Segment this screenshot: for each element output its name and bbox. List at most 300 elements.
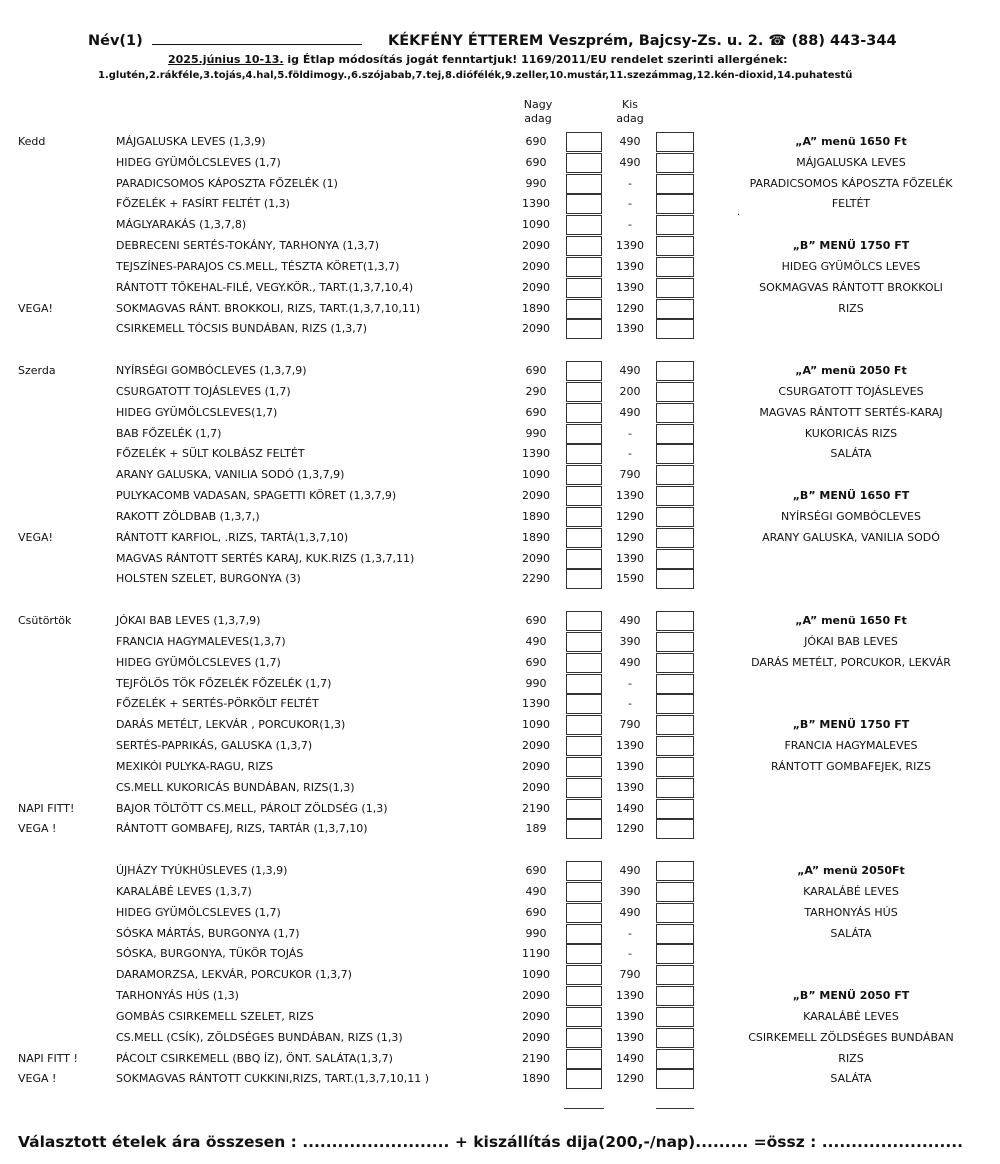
menu-offer: MÁJGALUSKA LEVES [796, 156, 906, 169]
price-large: 2090 [522, 1031, 550, 1044]
menu-offer: „B” MENÜ 1750 FT [792, 239, 910, 252]
qty-box-large[interactable] [566, 965, 602, 985]
qty-box-small[interactable] [656, 632, 694, 652]
dish-name: SOKMAGVAS RÁNT. BROKKOLI, RIZS, TART.(1,3,7,10,11) [116, 302, 421, 315]
menu-row [0, 903, 1000, 923]
qty-box-large[interactable] [566, 882, 602, 902]
qty-box-large[interactable] [566, 278, 602, 298]
menu-offer: RIZS [838, 1052, 864, 1065]
price-small: 1290 [616, 822, 644, 835]
dish-name: PÁCOLT CSIRKEMELL (BBQ ÍZ), ÖNT. SALÁTA(1,3,7) [116, 1052, 393, 1065]
qty-box-large[interactable] [566, 569, 602, 589]
stray-dot: . [737, 207, 741, 218]
price-small: 200 [619, 385, 641, 398]
price-small: - [628, 177, 632, 190]
qty-box-small[interactable] [656, 486, 694, 506]
price-large: 2190 [522, 802, 550, 815]
menu-offer: FELTÉT [831, 197, 871, 210]
price-small: 1390 [616, 552, 644, 565]
qty-box-large[interactable] [566, 757, 602, 777]
dish-name: TARHONYÁS HÚS (1,3) [116, 989, 239, 1002]
menu-row [0, 924, 1000, 944]
price-small: 1290 [616, 531, 644, 544]
menu-offer: FRANCIA HAGYMALEVES [784, 739, 918, 752]
qty-box-large[interactable] [566, 653, 602, 673]
menu-offer: MAGVAS RÁNTOTT SERTÉS-KARAJ [759, 406, 943, 419]
qty-box-small[interactable] [656, 757, 694, 777]
qty-box-large[interactable] [566, 424, 602, 444]
qty-box-large[interactable] [566, 861, 602, 881]
price-large: 1090 [522, 218, 550, 231]
day-label: VEGA ! [18, 1072, 57, 1085]
sum-line-large [564, 1108, 604, 1109]
price-large: 2090 [522, 489, 550, 502]
price-small: 1390 [616, 739, 644, 752]
menu-row [0, 403, 1000, 423]
qty-box-large[interactable] [566, 132, 602, 152]
qty-box-small[interactable] [656, 319, 694, 339]
menu-row [0, 174, 1000, 194]
price-small: 490 [619, 156, 641, 169]
price-small: 490 [619, 135, 641, 148]
menu-offer: PARADICSOMOS KÁPOSZTA FŐZELÉK [749, 177, 953, 190]
menu-row [0, 278, 1000, 298]
qty-box-large[interactable] [566, 403, 602, 423]
qty-box-small[interactable] [656, 1049, 694, 1069]
menu-row [0, 549, 1000, 569]
menu-row [0, 486, 1000, 506]
price-large: 2090 [522, 989, 550, 1002]
dish-name: SOKMAGVAS RÁNTOTT CUKKINI,RIZS, TART.(1,3,7,10,11 ) [116, 1072, 430, 1085]
menu-row [0, 424, 1000, 444]
qty-box-small[interactable] [656, 278, 694, 298]
qty-box-large[interactable] [566, 444, 602, 464]
qty-box-large[interactable] [566, 1049, 602, 1069]
dish-name: KARALÁBÉ LEVES (1,3,7) [116, 885, 252, 898]
qty-box-large[interactable] [566, 715, 602, 735]
dish-name: HOLSTEN SZELET, BURGONYA (3) [116, 572, 301, 585]
price-small: - [628, 197, 632, 210]
price-large: 990 [525, 177, 547, 190]
menu-offer: „A” menü 2050 Ft [795, 364, 907, 377]
price-small: 1390 [616, 1031, 644, 1044]
dish-name: CS.MELL (CSÍK), ZÖLDSÉGES BUNDÁBAN, RIZS (1,3) [116, 1031, 403, 1044]
qty-box-small[interactable] [656, 819, 694, 839]
qty-box-large[interactable] [566, 465, 602, 485]
qty-box-small[interactable] [656, 882, 694, 902]
col-small-line2: adag [616, 112, 644, 125]
menu-offer: „B” MENÜ 1650 FT [792, 489, 910, 502]
menu-row [0, 299, 1000, 319]
qty-box-large[interactable] [566, 736, 602, 756]
col-small-portion [605, 98, 655, 126]
price-small: - [628, 677, 632, 690]
price-large: 690 [525, 135, 547, 148]
qty-box-small[interactable] [656, 1069, 694, 1089]
order-total-line: Választott ételek ára összesen : ......................... + kiszállítás dija(200,-/nap)......... =össz : ........................ [18, 1133, 964, 1151]
price-large: 2090 [522, 260, 550, 273]
qty-box-large[interactable] [566, 194, 602, 214]
qty-box-large[interactable] [566, 257, 602, 277]
qty-box-large[interactable] [566, 528, 602, 548]
dish-name: TEJSZÍNES-PARAJOS CS.MELL, TÉSZTA KÖRET(1,3,7) [116, 260, 400, 273]
price-small: 790 [619, 968, 641, 981]
dish-name: ARANY GALUSKA, VANILIA SODÓ (1,3,7,9) [116, 468, 345, 481]
menu-row [0, 611, 1000, 631]
price-large: 2090 [522, 739, 550, 752]
qty-box-small[interactable] [656, 257, 694, 277]
price-large: 189 [525, 822, 547, 835]
qty-box-small[interactable] [656, 549, 694, 569]
price-small: - [628, 927, 632, 940]
menu-offer: „B” MENÜ 1750 FT [792, 718, 910, 731]
price-small: 490 [619, 406, 641, 419]
qty-box-large[interactable] [566, 1028, 602, 1048]
qty-box-small[interactable] [656, 236, 694, 256]
price-large: 2090 [522, 1010, 550, 1023]
qty-box-small[interactable] [656, 194, 694, 214]
menu-row [0, 986, 1000, 1006]
price-large: 690 [525, 364, 547, 377]
name-field[interactable] [152, 44, 362, 45]
menu-row [0, 215, 1000, 235]
price-small: 1590 [616, 572, 644, 585]
price-large: 1090 [522, 468, 550, 481]
price-large: 690 [525, 614, 547, 627]
price-large: 2290 [522, 572, 550, 585]
dish-name: ÚJHÁZY TYÚKHÚSLEVES (1,3,9) [116, 864, 288, 877]
menu-row [0, 361, 1000, 381]
menu-offer: KARALÁBÉ LEVES [803, 1010, 899, 1023]
qty-box-large[interactable] [566, 319, 602, 339]
qty-box-small[interactable] [656, 215, 694, 235]
qty-box-small[interactable] [656, 299, 694, 319]
qty-box-large[interactable] [566, 674, 602, 694]
menu-row [0, 653, 1000, 673]
price-large: 690 [525, 864, 547, 877]
qty-box-large[interactable] [566, 236, 602, 256]
menu-offer: RIZS [838, 302, 864, 315]
price-small: 1390 [616, 781, 644, 794]
qty-box-small[interactable] [656, 965, 694, 985]
menu-offer: ARANY GALUSKA, VANILIA SODÓ [762, 531, 940, 544]
dish-name: FRANCIA HAGYMALEVES(1,3,7) [116, 635, 286, 648]
qty-box-small[interactable] [656, 694, 694, 714]
menu-row [0, 319, 1000, 339]
qty-box-large[interactable] [566, 215, 602, 235]
menu-offer: CSURGATOTT TOJÁSLEVES [778, 385, 924, 398]
qty-box-small[interactable] [656, 944, 694, 964]
qty-box-large[interactable] [566, 174, 602, 194]
price-large: 2090 [522, 281, 550, 294]
qty-box-small[interactable] [656, 674, 694, 694]
date-range: 2025.június 10-13. [168, 53, 284, 66]
notice-text: ig Étlap módosítás jogát fenntartjuk! 1169/2011/EU rendelet szerinti allergének: [283, 53, 788, 66]
price-small: 1490 [616, 1052, 644, 1065]
menu-offer: JÓKAI BAB LEVES [804, 635, 898, 648]
price-large: 690 [525, 906, 547, 919]
qty-box-small[interactable] [656, 361, 694, 381]
qty-box-small[interactable] [656, 861, 694, 881]
price-large: 2090 [522, 781, 550, 794]
price-small: 790 [619, 468, 641, 481]
menu-row [0, 778, 1000, 798]
qty-box-large[interactable] [566, 549, 602, 569]
sum-line-small [656, 1108, 694, 1109]
price-large: 990 [525, 927, 547, 940]
qty-box-small[interactable] [656, 174, 694, 194]
dish-name: FŐZELÉK + SERTÉS-PÖRKÖLT FELTÉT [116, 697, 319, 710]
menu-row [0, 382, 1000, 402]
qty-box-small[interactable] [656, 569, 694, 589]
qty-box-large[interactable] [566, 486, 602, 506]
qty-box-large[interactable] [566, 903, 602, 923]
dish-name: SERTÉS-PAPRIKÁS, GALUSKA (1,3,7) [116, 739, 313, 752]
qty-box-small[interactable] [656, 424, 694, 444]
price-large: 1390 [522, 697, 550, 710]
qty-box-small[interactable] [656, 611, 694, 631]
menu-offer: KARALÁBÉ LEVES [803, 885, 899, 898]
price-large: 2090 [522, 322, 550, 335]
dish-name: RAKOTT ZÖLDBAB (1,3,7,) [116, 510, 260, 523]
dish-name: BAB FŐZELÉK (1,7) [116, 427, 222, 440]
menu-row [0, 444, 1000, 464]
menu-row [0, 674, 1000, 694]
qty-box-small[interactable] [656, 403, 694, 423]
day-label: NAPI FITT ! [18, 1052, 78, 1065]
menu-row [0, 694, 1000, 714]
price-large: 1190 [522, 947, 550, 960]
price-small: 1390 [616, 322, 644, 335]
menu-offer: „A” menü 2050Ft [797, 864, 905, 877]
dish-name: GOMBÁS CSIRKEMELL SZELET, RIZS [116, 1010, 314, 1023]
menu-row [0, 153, 1000, 173]
day-label: Kedd [18, 135, 46, 148]
menu-row [0, 799, 1000, 819]
qty-box-large[interactable] [566, 944, 602, 964]
price-large: 990 [525, 427, 547, 440]
dish-name: FŐZELÉK + SÜLT KOLBÁSZ FELTÉT [116, 447, 305, 460]
qty-box-small[interactable] [656, 736, 694, 756]
qty-box-small[interactable] [656, 799, 694, 819]
menu-row [0, 944, 1000, 964]
price-large: 1890 [522, 1072, 550, 1085]
qty-box-small[interactable] [656, 653, 694, 673]
qty-box-large[interactable] [566, 924, 602, 944]
qty-box-large[interactable] [566, 382, 602, 402]
price-large: 990 [525, 677, 547, 690]
price-small: - [628, 447, 632, 460]
menu-offer: „A” menü 1650 Ft [795, 614, 907, 627]
day-label: VEGA! [18, 531, 53, 544]
dish-name: HIDEG GYÜMÖLCSLEVES (1,7) [116, 156, 281, 169]
menu-row [0, 465, 1000, 485]
dish-name: NYÍRSÉGI GOMBÓCLEVES (1,3,7,9) [116, 364, 307, 377]
qty-box-small[interactable] [656, 1007, 694, 1027]
qty-box-small[interactable] [656, 132, 694, 152]
restaurant-title: KÉKFÉNY ÉTTEREM Veszprém, Bajcsy-Zs. u. 2. ☎ (88) 443-344 [388, 33, 897, 49]
day-label: Szerda [18, 364, 56, 377]
menu-offer: SALÁTA [830, 447, 872, 460]
price-large: 690 [525, 656, 547, 669]
price-large: 1890 [522, 510, 550, 523]
dish-name: CSURGATOTT TOJÁSLEVES (1,7) [116, 385, 291, 398]
menu-offer: „A” menü 1650 Ft [795, 135, 907, 148]
date-notice [168, 53, 788, 66]
qty-box-large[interactable] [566, 986, 602, 1006]
price-large: 1090 [522, 718, 550, 731]
qty-box-small[interactable] [656, 528, 694, 548]
menu-offer: SALÁTA [830, 927, 872, 940]
dish-name: MÁGLYARAKÁS (1,3,7,8) [116, 218, 247, 231]
menu-row [0, 882, 1000, 902]
dish-name: DEBRECENI SERTÉS-TOKÁNY, TARHONYA (1,3,7) [116, 239, 380, 252]
price-small: 490 [619, 906, 641, 919]
dish-name: PULYKACOMB VADASAN, SPAGETTI KÖRET (1,3,7,9) [116, 489, 397, 502]
price-small: 1390 [616, 989, 644, 1002]
price-large: 1090 [522, 968, 550, 981]
price-small: 1390 [616, 1010, 644, 1023]
dish-name: SÓSKA MÁRTÁS, BURGONYA (1,7) [116, 927, 300, 940]
day-label: VEGA ! [18, 822, 57, 835]
menu-row [0, 736, 1000, 756]
price-small: 1290 [616, 1072, 644, 1085]
col-large-line1: Nagy [523, 98, 553, 111]
menu-row [0, 965, 1000, 985]
menu-row [0, 819, 1000, 839]
qty-box-large[interactable] [566, 694, 602, 714]
qty-box-large[interactable] [566, 153, 602, 173]
qty-box-small[interactable] [656, 778, 694, 798]
qty-box-small[interactable] [656, 153, 694, 173]
dish-name: CSIRKEMELL TÓCSIS BUNDÁBAN, RIZS (1,3,7) [116, 322, 368, 335]
price-large: 290 [525, 385, 547, 398]
price-small: 390 [619, 635, 641, 648]
dish-name: PARADICSOMOS KÁPOSZTA FŐZELÉK (1) [116, 177, 338, 190]
price-small: 1390 [616, 281, 644, 294]
qty-box-large[interactable] [566, 299, 602, 319]
menu-row [0, 528, 1000, 548]
qty-box-small[interactable] [656, 1028, 694, 1048]
price-small: - [628, 697, 632, 710]
day-label: Csütörtök [18, 614, 72, 627]
day-label: NAPI FITT! [18, 802, 75, 815]
price-large: 1890 [522, 302, 550, 315]
dish-name: RÁNTOTT TŐKEHAL-FILÉ, VEGY.KÖR., TART.(1,3,7,10,4) [116, 281, 414, 294]
price-large: 690 [525, 406, 547, 419]
menu-offer: DARÁS METÉLT, PORCUKOR, LEKVÁR [751, 656, 951, 669]
qty-box-small[interactable] [656, 444, 694, 464]
price-small: 490 [619, 364, 641, 377]
menu-row [0, 569, 1000, 589]
qty-box-large[interactable] [566, 1007, 602, 1027]
menu-offer: TARHONYÁS HÚS [804, 906, 898, 919]
dish-name: MEXIKÓI PULYKA-RAGU, RIZS [116, 760, 274, 773]
qty-box-large[interactable] [566, 611, 602, 631]
qty-box-small[interactable] [656, 465, 694, 485]
price-large: 1390 [522, 447, 550, 460]
dish-name: RÁNTOTT GOMBAFEJ, RIZS, TARTÁR (1,3,7,10) [116, 822, 368, 835]
qty-box-small[interactable] [656, 986, 694, 1006]
menu-row [0, 632, 1000, 652]
menu-row [0, 1028, 1000, 1048]
menu-row [0, 194, 1000, 214]
price-small: 1390 [616, 239, 644, 252]
menu-row [0, 132, 1000, 152]
price-small: 1390 [616, 760, 644, 773]
price-small: 1290 [616, 302, 644, 315]
qty-box-small[interactable] [656, 903, 694, 923]
qty-box-small[interactable] [656, 382, 694, 402]
menu-offer: „B” MENÜ 2050 FT [792, 989, 910, 1002]
qty-box-large[interactable] [566, 632, 602, 652]
price-large: 2090 [522, 552, 550, 565]
menu-row [0, 507, 1000, 527]
menu-row [0, 1069, 1000, 1089]
menu-offer: HIDEG GYÜMÖLCS LEVES [781, 260, 921, 273]
menu-row [0, 1007, 1000, 1027]
qty-box-large[interactable] [566, 778, 602, 798]
dish-name: MAGVAS RÁNTOTT SERTÉS KARAJ, KUK.RIZS (1,3,7,11) [116, 552, 415, 565]
dish-name: RÁNTOTT KARFIOL, .RIZS, TARTÁ(1,3,7,10) [116, 531, 349, 544]
menu-row [0, 236, 1000, 256]
qty-box-small[interactable] [656, 715, 694, 735]
dish-name: SÓSKA, BURGONYA, TÜKÖR TOJÁS [116, 947, 304, 960]
price-small: 1290 [616, 510, 644, 523]
col-small-line1: Kis [621, 98, 638, 111]
price-large: 490 [525, 635, 547, 648]
price-large: 690 [525, 156, 547, 169]
qty-box-large[interactable] [566, 819, 602, 839]
col-large-line2: adag [524, 112, 552, 125]
qty-box-large[interactable] [566, 507, 602, 527]
qty-box-small[interactable] [656, 507, 694, 527]
dish-name: TEJFÖLÖS TÖK FŐZELÉK FŐZELÉK (1,7) [116, 677, 332, 690]
price-large: 2090 [522, 760, 550, 773]
menu-offer: CSIRKEMELL ZÖLDSÉGES BUNDÁBAN [748, 1031, 954, 1044]
menu-offer: KUKORICÁS RIZS [804, 427, 898, 440]
dish-name: HIDEG GYÜMÖLCSLEVES (1,7) [116, 906, 281, 919]
price-large: 490 [525, 885, 547, 898]
qty-box-large[interactable] [566, 799, 602, 819]
menu-row [0, 257, 1000, 277]
dish-name: DARAMORZSA, LEKVÁR, PORCUKOR (1,3,7) [116, 968, 352, 981]
price-small: - [628, 947, 632, 960]
menu-row [0, 757, 1000, 777]
qty-box-large[interactable] [566, 361, 602, 381]
day-label: VEGA! [18, 302, 53, 315]
price-small: 1490 [616, 802, 644, 815]
dish-name: HIDEG GYÜMÖLCSLEVES (1,7) [116, 656, 281, 669]
menu-row [0, 715, 1000, 735]
price-large: 2190 [522, 1052, 550, 1065]
name-label: Név(1) [88, 33, 143, 49]
price-small: - [628, 427, 632, 440]
price-large: 2090 [522, 239, 550, 252]
dish-name: JÓKAI BAB LEVES (1,3,7,9) [116, 614, 261, 627]
dish-name: DARÁS METÉLT, LEKVÁR , PORCUKOR(1,3) [116, 718, 346, 731]
dish-name: CS.MELL KUKORICÁS BUNDÁBAN, RIZS(1,3) [116, 781, 355, 794]
price-small: 790 [619, 718, 641, 731]
menu-offer: NYÍRSÉGI GOMBÓCLEVES [781, 510, 921, 523]
col-large-portion [513, 98, 563, 126]
qty-box-small[interactable] [656, 924, 694, 944]
menu-row [0, 861, 1000, 881]
menu-offer: RÁNTOTT GOMBAFEJEK, RIZS [771, 760, 931, 773]
menu-row [0, 1049, 1000, 1069]
price-small: - [628, 218, 632, 231]
qty-box-large[interactable] [566, 1069, 602, 1089]
